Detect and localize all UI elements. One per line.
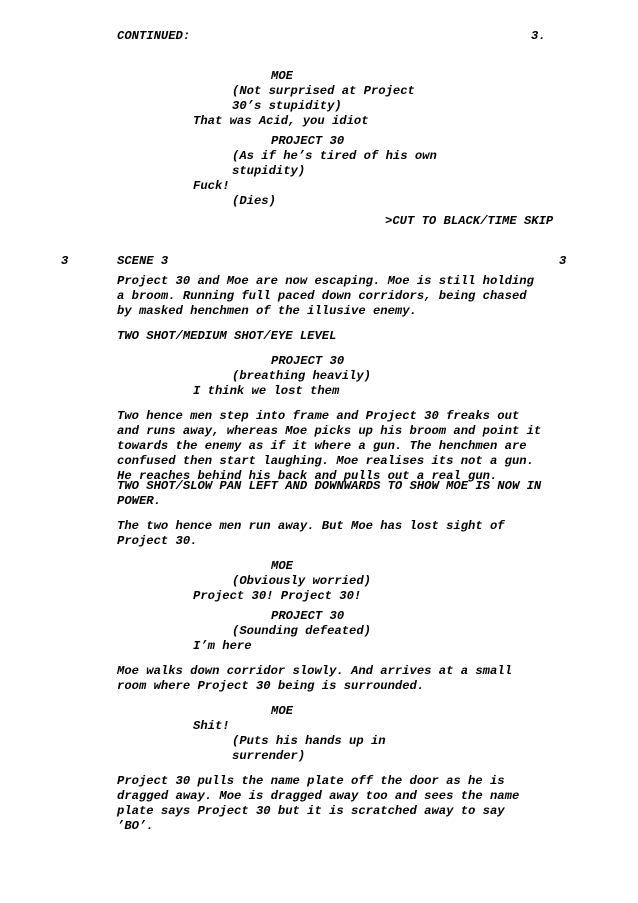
dialogue: Fuck! — [193, 179, 230, 193]
transition: >CUT TO BLACK/TIME SKIP — [385, 214, 554, 228]
page-number: 3. — [531, 29, 546, 43]
action-line: confused then start laughing. Moe realises its not a gun. — [117, 454, 534, 468]
dialogue: I think we lost them — [193, 384, 340, 398]
action-line: Moe walks down corridor slowly. And arrives at a small — [117, 664, 512, 678]
action-line: Project 30 pulls the name plate off the door as he is — [117, 774, 505, 788]
character-name: PROJECT 30 — [271, 609, 345, 623]
shot-direction: TWO SHOT/SLOW PAN LEFT AND DOWNWARDS TO SHOW MOE IS NOW IN — [117, 479, 542, 493]
dialogue: Shit! — [193, 719, 230, 733]
action-line: Project 30. — [117, 534, 198, 548]
action-line: ’BO’. — [117, 819, 154, 833]
action-line: dragged away. Moe is dragged away too and sees the name — [117, 789, 520, 803]
character-name: PROJECT 30 — [271, 134, 345, 148]
character-name: MOE — [271, 69, 293, 83]
action-line: The two hence men run away. But Moe has lost sight of — [117, 519, 505, 533]
scene-number-left: 3 — [61, 254, 69, 268]
parenthetical: surrender) — [232, 749, 306, 763]
parenthetical: 30’s stupidity) — [232, 99, 342, 113]
action-line: Two hence men step into frame and Project 30 freaks out — [117, 409, 520, 423]
parenthetical: (As if he’s tired of his own — [232, 149, 437, 163]
parenthetical: (Puts his hands up in — [232, 734, 386, 748]
action-line: and runs away, whereas Moe picks up his broom and point it — [117, 424, 542, 438]
action-line: Project 30 and Moe are now escaping. Moe is still holding — [117, 274, 534, 288]
action-line: towards the enemy as if it where a gun. The henchmen are — [117, 439, 527, 453]
parenthetical: stupidity) — [232, 164, 306, 178]
shot-direction: TWO SHOT/MEDIUM SHOT/EYE LEVEL — [117, 329, 337, 343]
parenthetical: (Sounding defeated) — [232, 624, 371, 638]
action-line: He reaches behind his back and pulls out a real gun. — [117, 469, 498, 483]
parenthetical: (Not surprised at Project — [232, 84, 415, 98]
parenthetical: (breathing heavily) — [232, 369, 371, 383]
scene-number-right: 3 — [559, 254, 567, 268]
character-name: PROJECT 30 — [271, 354, 345, 368]
continued-label: CONTINUED: — [117, 29, 191, 43]
character-name: MOE — [271, 559, 293, 573]
action-line: plate says Project 30 but it is scratched away to say — [117, 804, 505, 818]
dialogue: I’m here — [193, 639, 252, 653]
parenthetical: (Dies) — [232, 194, 276, 208]
dialogue: That was Acid, you idiot — [193, 114, 369, 128]
dialogue: Project 30! Project 30! — [193, 589, 362, 603]
shot-direction: POWER. — [117, 494, 161, 508]
action-line: room where Project 30 being is surrounded. — [117, 679, 425, 693]
action-line: by masked henchmen of the illusive enemy. — [117, 304, 417, 318]
scene-heading: SCENE 3 — [117, 254, 169, 268]
character-name: MOE — [271, 704, 293, 718]
parenthetical: (Obviously worried) — [232, 574, 371, 588]
action-line: a broom. Running full paced down corridors, being chased — [117, 289, 527, 303]
